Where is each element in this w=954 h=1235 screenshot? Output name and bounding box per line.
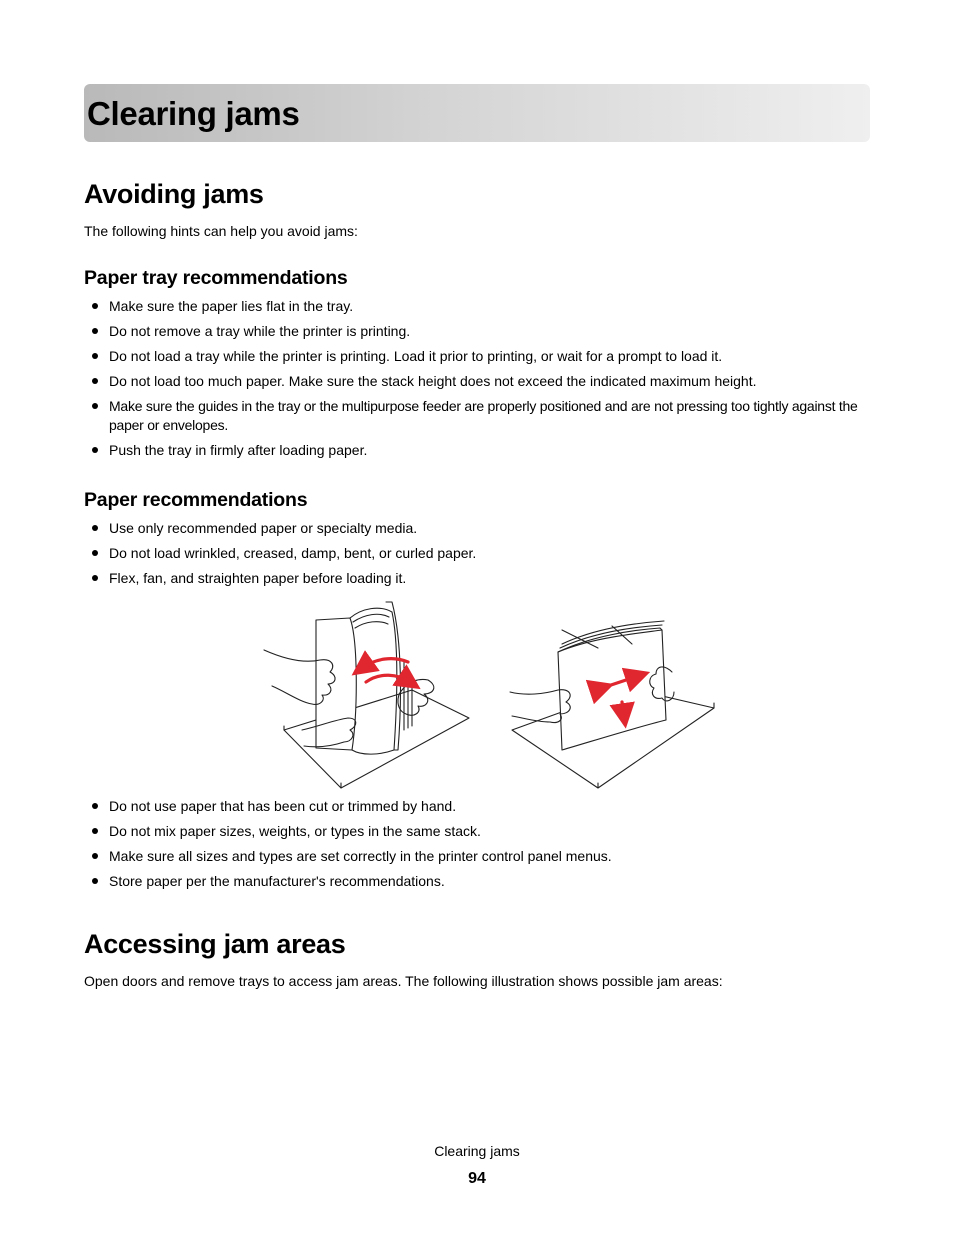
list-item: Do not remove a tray while the printer is printing.: [84, 322, 874, 341]
list-item: Use only recommended paper or specialty media.: [84, 519, 874, 538]
chapter-title: Clearing jams: [87, 95, 300, 132]
section-heading-accessing-jam-areas: Accessing jam areas: [84, 929, 346, 959]
avoiding-intro: The following hints can help you avoid jams:: [84, 223, 358, 239]
list-item: Push the tray in firmly after loading paper.: [84, 441, 874, 460]
subheading-paper: Paper recommendations: [84, 489, 308, 511]
footer-page-number: 94: [468, 1170, 486, 1187]
footer-chapter-label: Clearing jams: [434, 1143, 520, 1159]
list-item: Make sure all sizes and types are set correctly in the printer control panel menus.: [84, 847, 874, 866]
list-item: Do not load wrinkled, creased, damp, bent, or curled paper.: [84, 544, 874, 563]
subheading-paper-tray: Paper tray recommendations: [84, 267, 348, 289]
list-item: Make sure the guides in the tray or the multipurpose feeder are properly positioned and are not pressing too tightly against the paper or envelopes.: [84, 397, 874, 435]
section-heading-avoiding-jams: Avoiding jams: [84, 179, 264, 209]
list-item: Do not mix paper sizes, weights, or types in the same stack.: [84, 822, 874, 841]
paper-list-before: [84, 519, 874, 594]
paper-tray-list: [84, 297, 874, 466]
paper-list-after: [84, 797, 874, 897]
list-item: Store paper per the manufacturer's recommendations.: [84, 872, 874, 891]
accessing-intro: Open doors and remove trays to access jam areas. The following illustration shows possible jam areas:: [84, 973, 723, 989]
paper-flexing-illustration-icon: [262, 600, 717, 790]
list-item: Do not load too much paper. Make sure the stack height does not exceed the indicated maximum height.: [84, 372, 874, 391]
list-item: Make sure the paper lies flat in the tray.: [84, 297, 874, 316]
list-item: Flex, fan, and straighten paper before loading it.: [84, 569, 874, 588]
list-item: Do not use paper that has been cut or trimmed by hand.: [84, 797, 874, 816]
list-item: Do not load a tray while the printer is printing. Load it prior to printing, or wait for a prompt to load it.: [84, 347, 874, 366]
